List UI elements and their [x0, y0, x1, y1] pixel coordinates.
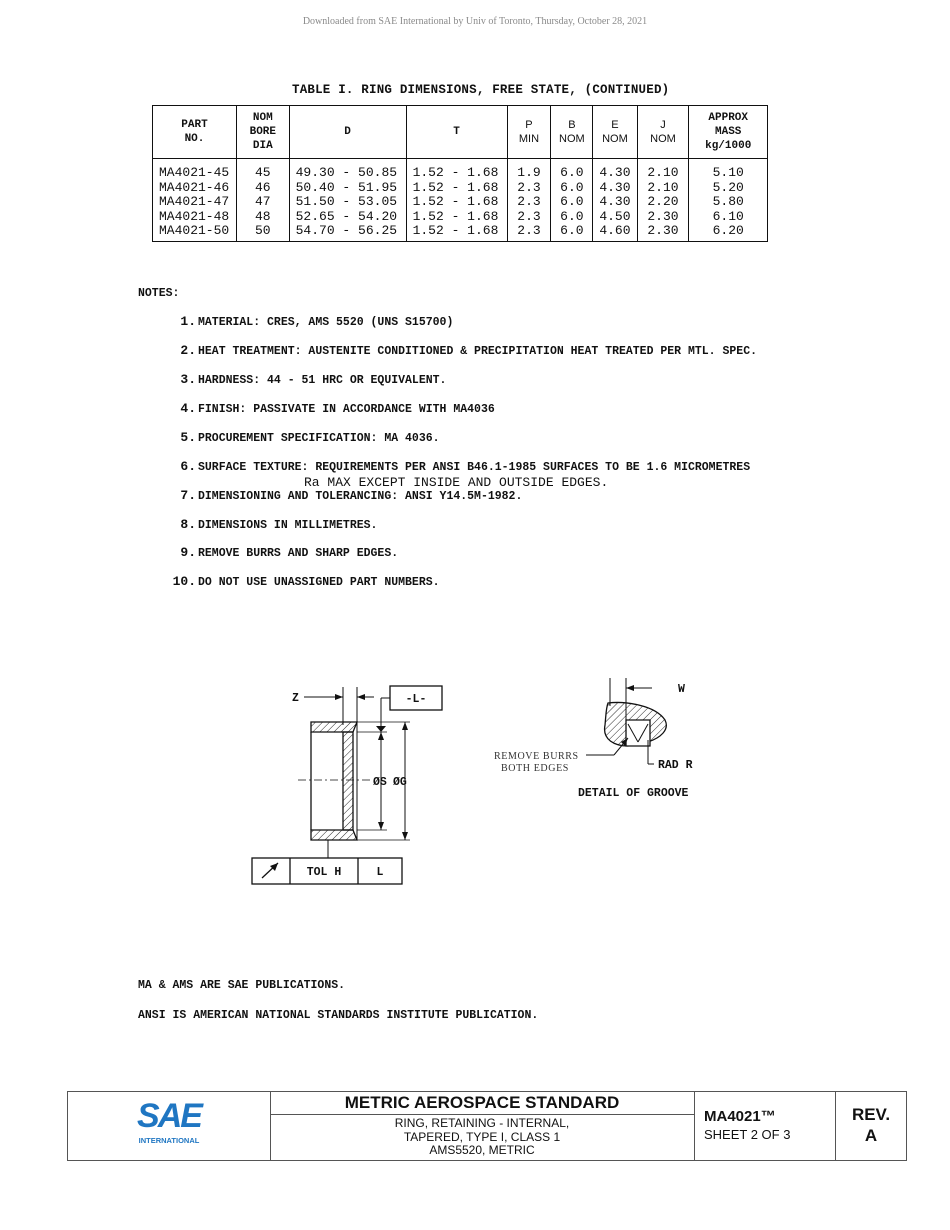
- rad-r-label: RAD R: [658, 759, 693, 772]
- table-cell: 4.30: [593, 181, 637, 196]
- note-number: 1.: [180, 314, 196, 329]
- description-line-1: RING, RETAINING - INTERNAL,: [394, 1116, 570, 1130]
- table-cell: 6.0: [551, 181, 593, 196]
- notes-heading: NOTES:: [138, 287, 180, 300]
- table-cell: 2.3: [507, 210, 551, 225]
- note-item: [166, 517, 866, 532]
- note-number: 2.: [180, 343, 196, 358]
- note-item: [166, 372, 866, 387]
- footnote-ma-ams: MA & AMS ARE SAE PUBLICATIONS.: [138, 979, 346, 992]
- table-cell: 6.0: [551, 159, 593, 181]
- table-cell: 1.52 - 1.68: [406, 195, 507, 210]
- note-item: [166, 401, 866, 416]
- footnote-ansi: ANSI IS AMERICAN NATIONAL STANDARDS INSTITUTE PUBLICATION.: [138, 1009, 539, 1022]
- column-header: T: [406, 106, 507, 159]
- table-cell: MA4021-46: [153, 181, 237, 196]
- note-text: SURFACE TEXTURE: REQUIREMENTS PER ANSI B46.1-1985 SURFACES TO BE 1.6 MICROMETRES: [198, 461, 751, 474]
- sae-logo-subtext: INTERNATIONAL: [138, 1136, 200, 1145]
- table-cell: 2.3: [507, 195, 551, 210]
- download-notice: Downloaded from SAE International by Univ of Toronto, Thursday, October 28, 2021: [302, 16, 648, 27]
- note-number: 3.: [180, 372, 196, 387]
- table-cell: 49.30 - 50.85: [289, 159, 406, 181]
- table-cell: 50.40 - 51.95: [289, 181, 406, 196]
- table-cell: 50: [236, 224, 289, 241]
- note-number: 5.: [180, 430, 196, 445]
- table-cell: 2.20: [637, 195, 689, 210]
- description-line-3: AMS5520, METRIC: [429, 1143, 535, 1157]
- note-number: 10.: [172, 574, 196, 589]
- table-cell: 1.52 - 1.68: [406, 210, 507, 225]
- table-cell: 6.0: [551, 224, 593, 241]
- column-header: B NOM: [551, 106, 593, 159]
- table-row: [153, 181, 768, 196]
- table-cell: 51.50 - 53.05: [289, 195, 406, 210]
- datum-l-label: -L-: [405, 693, 427, 706]
- table-cell: 2.10: [637, 159, 689, 181]
- document-number-cell: [695, 1092, 836, 1160]
- table-cell: 47: [236, 195, 289, 210]
- note-number: 9.: [180, 545, 196, 560]
- column-header: J NOM: [637, 106, 689, 159]
- detail-title: DETAIL OF GROOVE: [578, 787, 689, 800]
- both-edges-label: BOTH EDGES: [501, 763, 569, 774]
- note-item: [158, 574, 858, 589]
- sae-logo-text: SAE: [137, 1097, 201, 1135]
- note-number: 8.: [180, 517, 196, 532]
- document-number: MA4021™: [704, 1108, 776, 1125]
- table-cell: 48: [236, 210, 289, 225]
- table-cell: 5.20: [689, 181, 768, 196]
- dia-s-label: ØS: [373, 776, 387, 789]
- revision-label: REV.: [851, 1105, 891, 1124]
- note-text: HARDNESS: 44 - 51 HRC OR EQUIVALENT.: [198, 374, 447, 387]
- table-row: [153, 195, 768, 210]
- column-header: NOM BORE DIA: [236, 106, 289, 159]
- note-text: HEAT TREATMENT: AUSTENITE CONDITIONED & PRECIPITATION HEAT TREATED PER MTL. SPEC.: [198, 345, 757, 358]
- note-text: MATERIAL: CRES, AMS 5520 (UNS S15700): [198, 316, 454, 329]
- note-number: 6.: [180, 459, 196, 474]
- title-block: [67, 1091, 907, 1161]
- sae-logo-icon: [68, 1092, 270, 1160]
- sheet-number: SHEET 2 OF 3: [704, 1127, 791, 1142]
- table-cell: 1.52 - 1.68: [406, 224, 507, 241]
- note-text: DO NOT USE UNASSIGNED PART NUMBERS.: [198, 576, 440, 589]
- table-row: [153, 210, 768, 225]
- table-cell: 4.30: [593, 195, 637, 210]
- table-cell: 4.60: [593, 224, 637, 241]
- table-cell: 5.80: [689, 195, 768, 210]
- note-text: DIMENSIONS IN MILLIMETRES.: [198, 519, 378, 532]
- table-cell: 6.10: [689, 210, 768, 225]
- note-text: DIMENSIONING AND TOLERANCING: ANSI Y14.5M-1982.: [198, 490, 523, 503]
- note-item: [166, 545, 866, 560]
- table-cell: 6.20: [689, 224, 768, 241]
- table-header-row: [153, 106, 768, 159]
- revision-cell: [836, 1092, 906, 1160]
- table-cell: 45: [236, 159, 289, 181]
- note-item: [166, 430, 866, 445]
- fcf-datum: L: [376, 866, 384, 879]
- part-description: [270, 1115, 694, 1158]
- column-header: E NOM: [593, 106, 637, 159]
- ring-dimensions-table: [152, 105, 768, 242]
- table-cell: 1.52 - 1.68: [406, 181, 507, 196]
- table-cell: MA4021-45: [153, 159, 237, 181]
- table-row: [153, 159, 768, 181]
- table-cell: 2.30: [637, 210, 689, 225]
- remove-burrs-label: REMOVE BURRS: [494, 751, 579, 762]
- ring-drawing: [240, 670, 720, 900]
- table-row: [153, 224, 768, 241]
- table-cell: 54.70 - 56.25: [289, 224, 406, 241]
- column-header: P MIN: [507, 106, 551, 159]
- table-cell: MA4021-50: [153, 224, 237, 241]
- column-header: D: [289, 106, 406, 159]
- note-text: FINISH: PASSIVATE IN ACCORDANCE WITH MA4036: [198, 403, 495, 416]
- table-cell: 6.0: [551, 195, 593, 210]
- table-cell: 2.3: [507, 181, 551, 196]
- table-cell: 2.10: [637, 181, 689, 196]
- table-cell: 2.3: [507, 224, 551, 241]
- sae-logo-cell: [68, 1092, 271, 1160]
- table-cell: 46: [236, 181, 289, 196]
- note-item: [166, 459, 866, 474]
- revision-value: A: [864, 1126, 878, 1145]
- note-item: [166, 343, 866, 358]
- title-description-cell: [270, 1092, 695, 1160]
- note-number: 7.: [180, 488, 196, 503]
- note-item: [166, 488, 866, 503]
- table-cell: 1.52 - 1.68: [406, 159, 507, 181]
- table-cell: 5.10: [689, 159, 768, 181]
- table-cell: MA4021-48: [153, 210, 237, 225]
- table-cell: 6.0: [551, 210, 593, 225]
- table-body: [153, 159, 768, 242]
- column-header: PART NO.: [153, 106, 237, 159]
- table-cell: MA4021-47: [153, 195, 237, 210]
- w-label: W: [678, 683, 685, 696]
- table-title: TABLE I. RING DIMENSIONS, FREE STATE, (CONTINUED): [292, 83, 670, 97]
- note-6-continuation: Ra MAX EXCEPT INSIDE AND OUTSIDE EDGES.: [304, 475, 609, 490]
- table-cell: 1.9: [507, 159, 551, 181]
- table-cell: 2.30: [637, 224, 689, 241]
- table-cell: 4.30: [593, 159, 637, 181]
- standard-title: METRIC AEROSPACE STANDARD: [270, 1092, 694, 1115]
- column-header: APPROX MASS kg/1000: [689, 106, 768, 159]
- description-line-2: TAPERED, TYPE I, CLASS 1: [403, 1129, 561, 1144]
- dia-g-label: ØG: [393, 776, 407, 789]
- table-cell: 52.65 - 54.20: [289, 210, 406, 225]
- note-number: 4.: [180, 401, 196, 416]
- z-label: Z: [292, 692, 299, 705]
- note-text: PROCUREMENT SPECIFICATION: MA 4036.: [198, 432, 440, 445]
- note-text: REMOVE BURRS AND SHARP EDGES.: [198, 547, 399, 560]
- note-item: [166, 314, 866, 329]
- table-cell: 4.50: [593, 210, 637, 225]
- fcf-tolerance: TOL H: [306, 866, 342, 879]
